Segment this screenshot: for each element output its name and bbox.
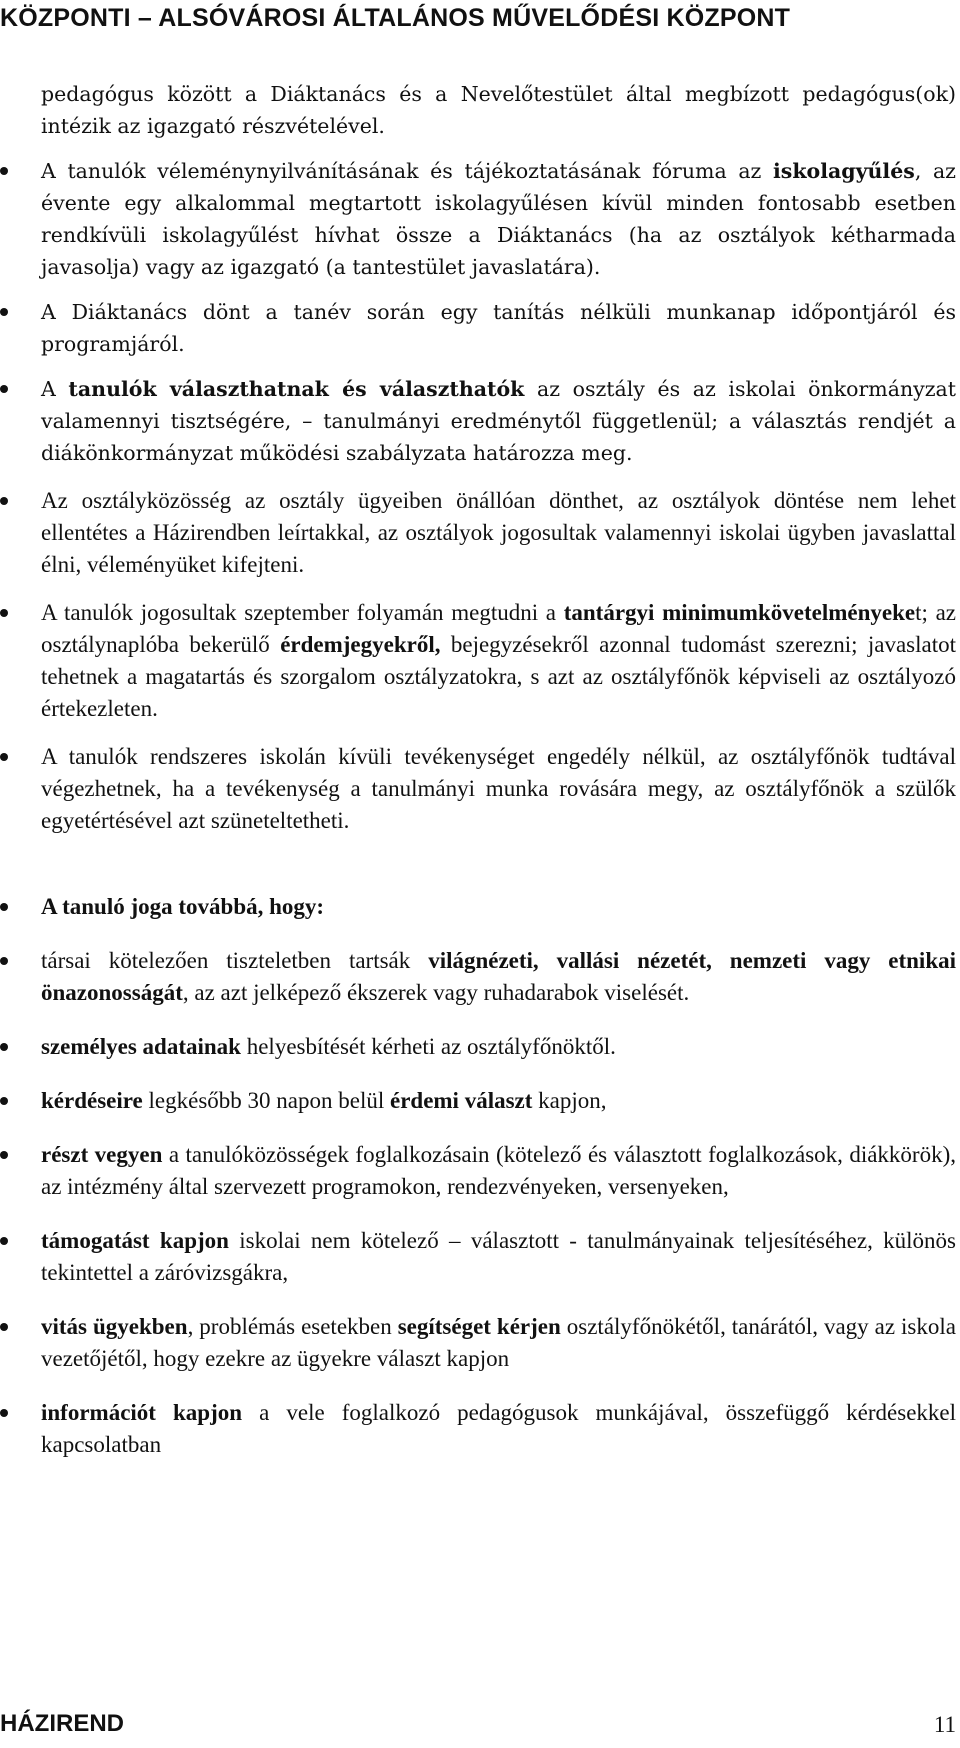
bullet-icon [0, 497, 8, 505]
list-item: kérdéseire legkésőbb 30 napon belül érdemi választ kapjon, [41, 1085, 956, 1117]
list-item: Az osztályközösség az osztály ügyeiben önállóan dönthet, az osztályok döntése nem lehet ellentétes a Házirendben leírtakkal, az osztályok jogosultak valamennyi iskolai ügyben javaslattal élni, véleményüket kifejteni. [41, 485, 956, 581]
page-number: 11 [933, 1712, 956, 1737]
intro-paragraph: pedagógus között a Diáktanács és a Nevelőtestület által megbízott pedagógus(ok) intézik az igazgató részvételével. [41, 82, 956, 138]
bullet-icon [0, 1043, 8, 1051]
list-item: információt kapjon a vele foglalkozó pedagógusok munkájával, összefüggő kérdésekkel kapcsolatban [41, 1397, 956, 1461]
list-item: A Diáktanács dönt a tanév során egy tanítás nélküli munkanap időpontjáról és programjáról. [41, 296, 956, 360]
page-footer [0, 1710, 960, 1748]
bullet-icon [0, 903, 8, 911]
bullet-icon [0, 1237, 8, 1245]
bullet-icon [0, 1409, 8, 1417]
bullet-icon [0, 1323, 8, 1331]
document-body [0, 78, 960, 1461]
bullet-icon [0, 957, 8, 965]
section-heading: A tanuló joga továbbá, hogy: [41, 891, 956, 923]
list-item: A tanulók véleménynyilvánításának és tájékoztatásának fóruma az iskolagyűlés, az évente egy alkalommal megtartott iskolagyűlésen kívül minden fontosabb esetben rendkívüli iskolagyűlést hívhat össze a Diáktanács (ha az osztályok kétharmada javasolja) vagy az igazgató (a tantestület javaslatára). [41, 155, 956, 283]
list-item: részt vegyen a tanulóközösségek foglalkozásain (kötelező és választott foglalkozások, diákkörök), az intézmény által szervezett programokon, rendezvényeken, versenyeken, [41, 1139, 956, 1203]
list-item: vitás ügyekben, problémás esetekben segítséget kérjen osztályfőnökétől, tanárától, vagy az iskola vezetőjétől, hogy ezekre az ügyekre választ kapjon [41, 1311, 956, 1375]
bullet-icon [0, 753, 8, 761]
list-item: A tanulók jogosultak szeptember folyamán megtudni a tantárgyi minimumkövetelményeket; az osztálynaplóba bekerülő érdemjegyekről, bejegyzésekről azonnal tudomást szerezni; javaslatot tehetnek a magatartás és szorgalom osztályzatokra, s azt az osztályfőnök képviseli az osztályozó értekezleten. [41, 597, 956, 725]
list-item: A tanulók rendszeres iskolán kívüli tevékenységet engedély nélkül, az osztályfőnök tudtával végezhetnek, ha a tevékenység a tanulmányi munka rovására megy, az osztályfőnök a szülők egyetértésével azt szüneteltetheti. [41, 741, 956, 837]
bullet-icon [0, 167, 8, 175]
bullet-icon [0, 609, 8, 617]
list-item: társai kötelezően tiszteletben tartsák világnézeti, vallási nézetét, nemzeti vagy etnikai önazonosságát, az azt jelképező ékszerek vagy ruhadarabok viselését. [41, 945, 956, 1009]
list-item: támogatást kapjon iskolai nem kötelező – választott - tanulmányainak teljesítéséhez, különös tekintettel a záróvizsgákra, [41, 1225, 956, 1289]
list-item: személyes adatainak helyesbítését kérheti az osztályfőnöktől. [41, 1031, 956, 1063]
page-header: KÖZPONTI – ALSÓVÁROSI ÁLTALÁNOS MŰVELŐDÉSI KÖZPONT [0, 4, 791, 32]
bullet-icon [0, 308, 8, 316]
bullet-icon [0, 1151, 8, 1159]
bullet-icon [0, 385, 8, 393]
list-item: A tanulók választhatnak és választhatók az osztály és az iskolai önkormányzat valamennyi tisztségére, – tanulmányi eredménytől függetlenül; a választás rendjét a diákönkormányzat működési szabályzata határozza meg. [41, 373, 956, 469]
footer-title: HÁZIREND [0, 1710, 124, 1737]
bullet-icon [0, 1097, 8, 1105]
